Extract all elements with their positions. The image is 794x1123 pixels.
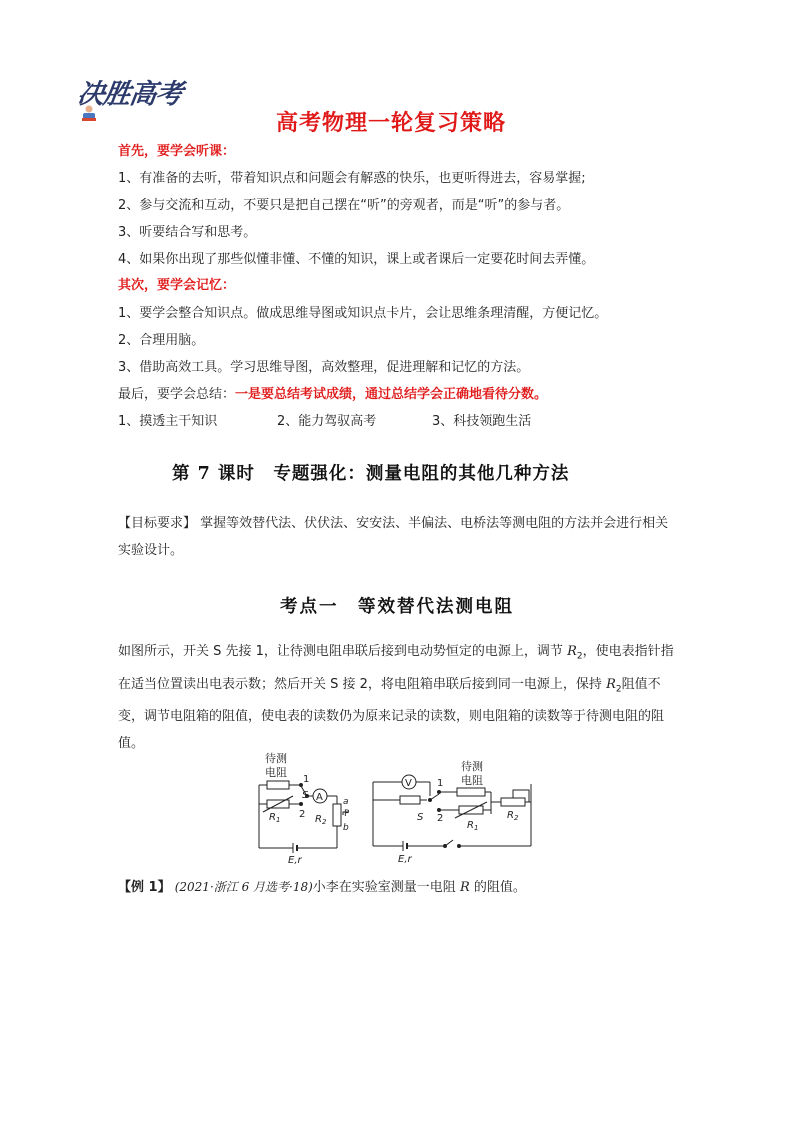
right-label-top: 待测	[461, 760, 483, 773]
right-source-label: E,r	[398, 854, 412, 865]
lesson-title: 第 7 课时 专题强化：测量电阻的其他几种方法	[172, 464, 570, 484]
var-sub: 2	[576, 651, 583, 662]
left-r2	[333, 804, 341, 826]
right-sw1: 1	[437, 778, 444, 789]
left-test-resistor	[267, 781, 289, 789]
left-switch-label: S	[302, 790, 309, 801]
first-item: 3、听要结合写和思考。	[118, 225, 257, 240]
right-label-bottom: 电阻	[461, 774, 483, 787]
first-item: 2、参与交流和互动，不要只是把自己摆在“听”的旁观者，而是“听”的参与者。	[118, 198, 570, 213]
body-paragraph	[118, 638, 678, 757]
example-tag: 【例 1】	[118, 880, 171, 895]
var-r: R	[567, 644, 577, 659]
second-item: 2、合理用脑。	[118, 333, 205, 348]
logo	[75, 68, 196, 126]
right-test-resistor	[457, 788, 485, 796]
goal-paragraph	[118, 510, 678, 564]
right-sw2: 2	[437, 813, 444, 824]
right-r2-label: $R_2$	[507, 810, 519, 822]
logo-text: 决胜高考	[75, 79, 184, 110]
first-heading: 首先，要学会听课：	[118, 144, 236, 159]
body-text: ，使电表指针指在适当位置读出电表示数；然后开关 S 接 2，将电阻箱串联后接到同一电源上，保持	[118, 644, 674, 692]
left-sw1: 1	[303, 774, 310, 785]
example-line	[118, 876, 526, 895]
right-r2	[501, 798, 525, 806]
right-r1-label: $R_1$	[467, 820, 479, 832]
example-var: R	[459, 880, 470, 895]
final-item: 2、能力驾驭高考	[277, 414, 377, 429]
circuit-diagrams	[255, 746, 545, 868]
example-tail: 的阻值。	[469, 880, 526, 895]
right-switch-label: S	[417, 812, 424, 823]
first-item: 4、如果你出现了那些似懂非懂、不懂的知识，课上或者课后一定要花时间去弄懂。	[118, 252, 595, 267]
left-label-bottom: 电阻	[265, 766, 287, 779]
goal-tag: 【目标要求】	[118, 516, 197, 531]
var-sub: 2	[615, 684, 622, 695]
first-item: 1、有准备的去听，带着知识点和问题会有解惑的快乐，也更听得进去，容易掌握;	[118, 171, 586, 186]
left-r2-label: $R_2$	[315, 814, 327, 826]
var-r: R	[606, 676, 616, 692]
main-title: 高考物理一轮复习策略	[276, 111, 507, 136]
right-series-resistor	[400, 796, 420, 804]
second-item: 3、借助高效工具。学习思维导图，高效整理，促进理解和记忆的方法。	[118, 360, 530, 375]
section-title: 考点一 等效替代法测电阻	[280, 597, 514, 617]
example-text: 小李在实验室测量一电阻	[312, 880, 460, 895]
body-text: 阻值不变，调节电阻箱的阻值，使电表的读数仍为原来记录的读数，则电阻箱的读数等于待测电阻的阻值。	[118, 676, 665, 752]
summary-highlight: 一是要总结考试成绩，通过总结学会正确地看待分数。	[235, 387, 548, 402]
svg-text:b: b	[343, 823, 349, 833]
left-circuit	[259, 751, 350, 866]
svg-text:a: a	[343, 797, 349, 807]
example-source: (2021·浙江 6 月选考·18)	[174, 880, 313, 894]
summary-line	[118, 387, 547, 403]
goal-text: 掌握等效替代法、伏伏法、安安法、半偏法、电桥法等测电阻的方法并会进行相关实验设计。	[118, 516, 669, 558]
left-label-top: 待测	[265, 752, 287, 765]
second-item: 1、要学会整合知识点。做成思维导图或知识点卡片，会让思维条理清醒，方便记忆。	[118, 306, 608, 321]
second-heading: 其次，要学会记忆：	[118, 278, 236, 293]
svg-text:V: V	[405, 778, 412, 789]
svg-text:A: A	[316, 792, 323, 803]
final-item: 3、科技领跑生活	[432, 414, 532, 429]
svg-text:P: P	[344, 809, 350, 819]
left-r1-label: $R_1$	[269, 812, 281, 824]
final-item: 1、摸透主干知识	[118, 414, 218, 429]
left-sw2: 2	[299, 809, 306, 820]
body-text: 如图所示，开关 S 先接 1，让待测电阻串联后接到电动势恒定的电源上，调节	[118, 644, 568, 659]
right-circuit	[373, 759, 531, 865]
left-source-label: E,r	[288, 855, 302, 866]
summary-prefix: 最后，要学会总结：	[118, 387, 236, 402]
